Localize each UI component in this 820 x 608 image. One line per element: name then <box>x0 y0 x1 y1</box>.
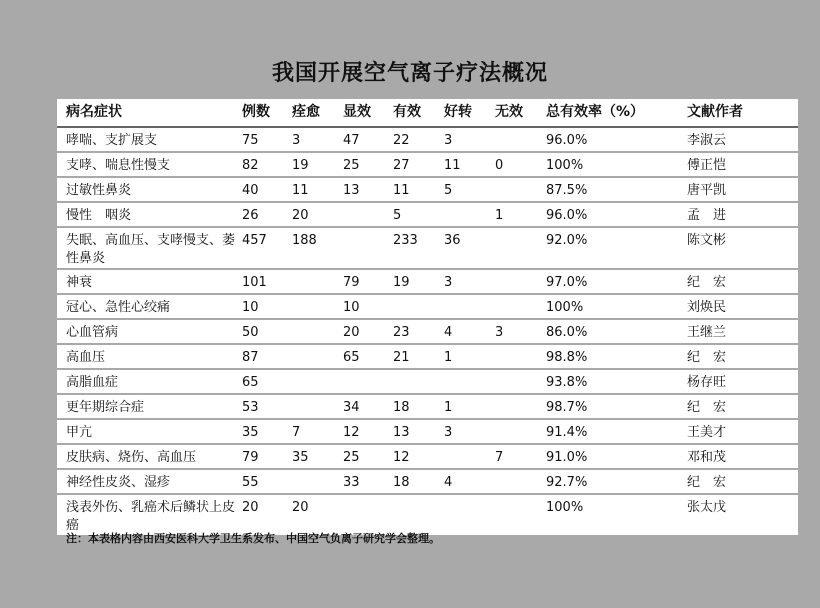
page-title: 我国开展空气离子疗法概况 <box>271 61 548 86</box>
cell-ineffective: 0 <box>495 158 504 173</box>
cell-disease: 浅表外伤、乳癌术后鳞状上皮癌 <box>66 500 236 533</box>
footnote: 注：本表格内容由西安医科大学卫生系发布、中国空气负离子研究学会整理。 <box>66 532 440 545</box>
cell-cases: 82 <box>242 158 259 173</box>
cell-author: 纪 宏 <box>687 275 727 290</box>
table-row <box>57 228 798 270</box>
cell-marked: 25 <box>343 158 360 173</box>
table-row <box>57 128 798 153</box>
table-row <box>57 370 798 395</box>
cell-rate: 91.4% <box>546 425 588 440</box>
data-table <box>57 99 798 537</box>
table-header <box>57 99 798 128</box>
cell-author: 纪 宏 <box>687 400 727 415</box>
cell-cases: 26 <box>242 208 259 223</box>
header-effective: 有效 <box>393 104 421 120</box>
cell-effective: 21 <box>393 350 410 365</box>
cell-marked: 12 <box>343 425 360 440</box>
cell-cases: 50 <box>242 325 259 340</box>
cell-author: 纪 宏 <box>687 350 727 365</box>
cell-disease: 哮喘、支扩展支 <box>66 133 158 148</box>
table-row <box>57 270 798 295</box>
cell-disease: 甲亢 <box>66 425 93 440</box>
cell-rate: 91.0% <box>546 450 588 465</box>
cell-rate: 98.7% <box>546 400 588 415</box>
table-row <box>57 203 798 228</box>
cell-author: 纪 宏 <box>687 475 727 490</box>
cell-author: 邓和茂 <box>687 450 727 465</box>
cell-ineffective: 7 <box>495 450 504 465</box>
cell-effective: 233 <box>393 233 418 248</box>
cell-cases: 20 <box>242 500 259 515</box>
cell-rate: 96.0% <box>546 208 588 223</box>
cell-marked: 10 <box>343 300 360 315</box>
cell-marked: 13 <box>343 183 360 198</box>
cell-author: 王继兰 <box>687 325 727 340</box>
cell-marked: 25 <box>343 450 360 465</box>
cell-effective: 12 <box>393 450 410 465</box>
cell-marked: 20 <box>343 325 360 340</box>
cell-disease: 过敏性鼻炎 <box>66 183 132 198</box>
header-author: 文献作者 <box>687 104 743 120</box>
cell-disease: 高脂血症 <box>66 375 119 390</box>
table-row <box>57 295 798 320</box>
cell-improved: 4 <box>444 325 453 340</box>
table-row <box>57 153 798 178</box>
header-improved: 好转 <box>444 104 472 120</box>
cell-cured: 20 <box>292 500 309 515</box>
cell-cases: 35 <box>242 425 259 440</box>
cell-cases: 75 <box>242 133 259 148</box>
cell-cases: 40 <box>242 183 259 198</box>
cell-marked: 47 <box>343 133 360 148</box>
header-cases: 例数 <box>242 104 270 120</box>
cell-effective: 5 <box>393 208 402 223</box>
cell-author: 杨存旺 <box>687 375 727 390</box>
cell-marked: 79 <box>343 275 360 290</box>
header-marked: 显效 <box>343 104 371 120</box>
cell-rate: 100% <box>546 158 584 173</box>
cell-cases: 53 <box>242 400 259 415</box>
cell-improved: 5 <box>444 183 453 198</box>
table-row <box>57 445 798 470</box>
cell-cases: 457 <box>242 233 267 248</box>
cell-marked: 33 <box>343 475 360 490</box>
cell-rate: 93.8% <box>546 375 588 390</box>
cell-ineffective: 1 <box>495 208 504 223</box>
cell-rate: 100% <box>546 500 584 515</box>
cell-rate: 92.0% <box>546 233 588 248</box>
table-row <box>57 345 798 370</box>
cell-effective: 23 <box>393 325 410 340</box>
cell-disease: 失眠、高血压、支哮慢支、萎性鼻炎 <box>66 233 236 266</box>
cell-author: 陈文彬 <box>687 233 727 248</box>
cell-effective: 27 <box>393 158 410 173</box>
cell-cured: 20 <box>292 208 309 223</box>
cell-improved: 4 <box>444 475 453 490</box>
cell-effective: 11 <box>393 183 410 198</box>
cell-effective: 18 <box>393 475 410 490</box>
cell-disease: 支哮、喘息性慢支 <box>66 158 171 173</box>
cell-marked: 34 <box>343 400 360 415</box>
table-body <box>57 128 798 537</box>
cell-cured: 19 <box>292 158 309 173</box>
cell-disease: 神衰 <box>66 275 93 290</box>
cell-improved: 3 <box>444 275 453 290</box>
cell-effective: 22 <box>393 133 410 148</box>
cell-rate: 87.5% <box>546 183 588 198</box>
cell-marked: 65 <box>343 350 360 365</box>
cell-ineffective: 3 <box>495 325 504 340</box>
cell-disease: 冠心、急性心绞痛 <box>66 300 171 315</box>
header-rate: 总有效率（%） <box>546 104 645 120</box>
cell-disease: 神经性皮炎、湿疹 <box>66 475 171 490</box>
table-row <box>57 420 798 445</box>
cell-cured: 11 <box>292 183 309 198</box>
header-disease: 病名症状 <box>66 104 122 120</box>
cell-cured: 7 <box>292 425 301 440</box>
cell-author: 王美才 <box>687 425 727 440</box>
cell-improved: 1 <box>444 400 453 415</box>
cell-cured: 35 <box>292 450 309 465</box>
cell-author: 李淑云 <box>687 133 727 148</box>
cell-cases: 55 <box>242 475 259 490</box>
cell-rate: 92.7% <box>546 475 588 490</box>
cell-rate: 98.8% <box>546 350 588 365</box>
table-row <box>57 395 798 420</box>
cell-rate: 96.0% <box>546 133 588 148</box>
cell-author: 唐平凯 <box>687 183 727 198</box>
cell-improved: 3 <box>444 133 453 148</box>
cell-cases: 65 <box>242 375 259 390</box>
cell-disease: 高血压 <box>66 350 106 365</box>
cell-author: 张太戊 <box>687 500 727 515</box>
table-row <box>57 470 798 495</box>
cell-effective: 18 <box>393 400 410 415</box>
cell-improved: 3 <box>444 425 453 440</box>
cell-disease: 心血管病 <box>66 325 119 340</box>
header-cured: 痊愈 <box>292 104 320 120</box>
cell-disease: 更年期综合症 <box>66 400 145 415</box>
cell-author: 孟 进 <box>687 208 727 223</box>
cell-rate: 97.0% <box>546 275 588 290</box>
cell-cured: 3 <box>292 133 301 148</box>
cell-cured: 188 <box>292 233 317 248</box>
cell-effective: 13 <box>393 425 410 440</box>
cell-author: 傅正恺 <box>687 158 727 173</box>
cell-cases: 101 <box>242 275 267 290</box>
cell-cases: 79 <box>242 450 259 465</box>
cell-disease: 皮肤病、烧伤、高血压 <box>66 450 197 465</box>
table-row <box>57 178 798 203</box>
cell-disease: 慢性 咽炎 <box>66 208 132 223</box>
header-ineffective: 无效 <box>495 104 523 120</box>
cell-rate: 100% <box>546 300 584 315</box>
cell-improved: 11 <box>444 158 461 173</box>
cell-improved: 1 <box>444 350 453 365</box>
cell-improved: 36 <box>444 233 461 248</box>
cell-effective: 19 <box>393 275 410 290</box>
table-row <box>57 320 798 345</box>
cell-author: 刘焕民 <box>687 300 727 315</box>
cell-rate: 86.0% <box>546 325 588 340</box>
cell-cases: 10 <box>242 300 259 315</box>
cell-cases: 87 <box>242 350 259 365</box>
